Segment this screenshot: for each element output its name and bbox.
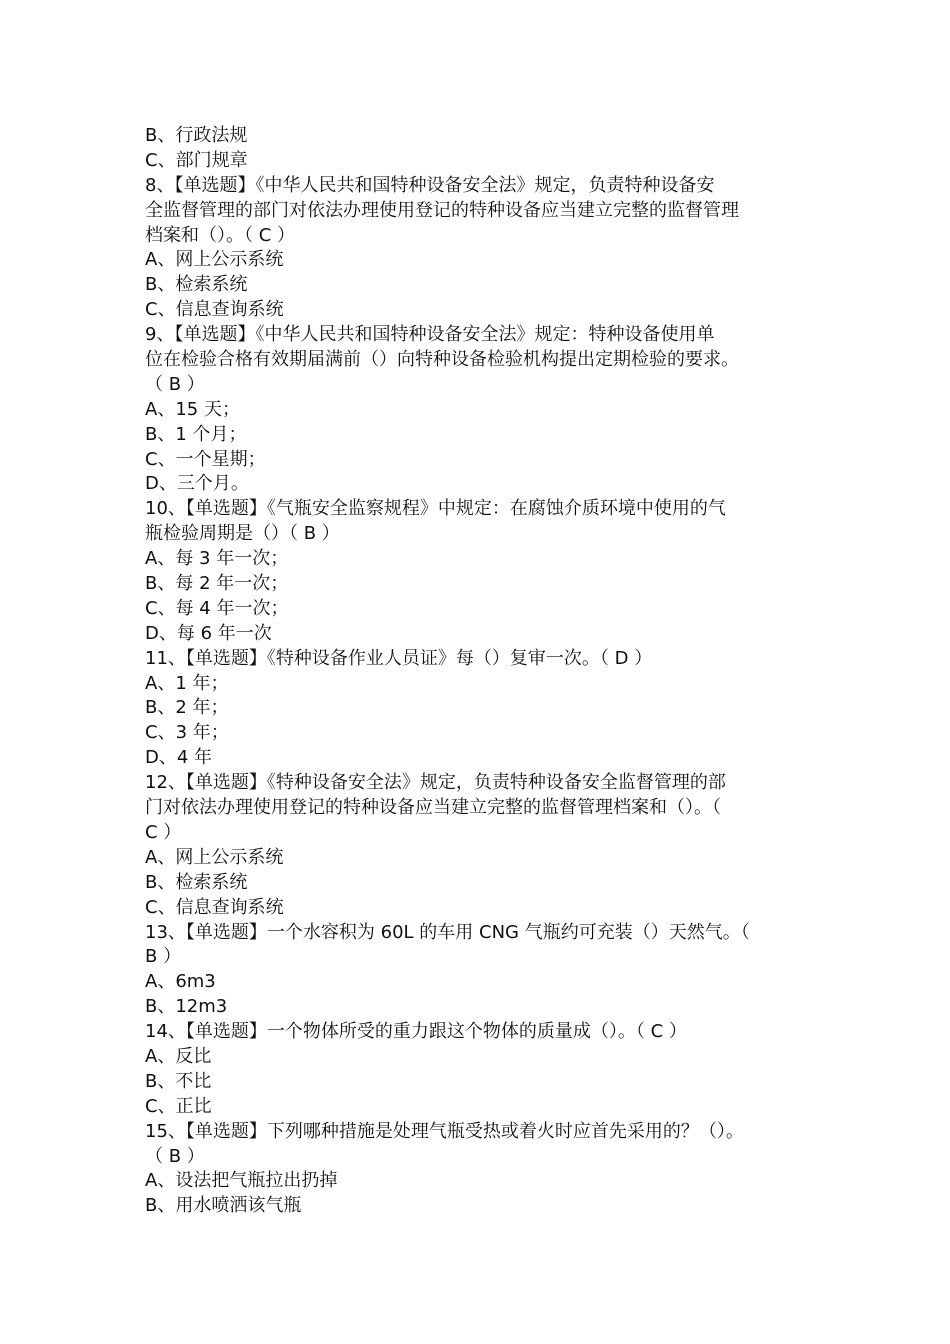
option-text: B、每 2 年一次；	[145, 573, 289, 595]
question-text: 全监督管理的部门对依法办理使用登记的特种设备应当建立完整的监督管理	[145, 199, 739, 221]
option-text: C、信息查询系统	[145, 299, 284, 321]
question-text: 瓶检验周期是（）（ B ）	[145, 523, 340, 545]
option-text: C、3 年；	[145, 722, 229, 744]
question-text: 档案和（）。（ C ）	[145, 224, 296, 246]
question-text: 14、【单选题】一个物体所受的重力跟这个物体的质量成（）。（ C ）	[145, 1021, 687, 1043]
question-text: （ B ）	[145, 373, 205, 395]
option-text: A、网上公示系统	[145, 249, 284, 271]
question-text: 门对依法办理使用登记的特种设备应当建立完整的监督管理档案和（）。（	[145, 797, 721, 819]
question-text: 10、【单选题】《气瓶安全监察规程》中规定：在腐蚀介质环境中使用的气	[145, 498, 726, 520]
option-text: D、每 6 年一次	[145, 622, 272, 644]
option-text: A、网上公示系统	[145, 846, 284, 868]
option-text: D、三个月。	[145, 473, 249, 495]
question-text: 位在检验合格有效期届满前（）向特种设备检验机构提出定期检验的要求。	[145, 349, 739, 371]
option-text: A、1 年；	[145, 672, 229, 694]
question-text: 8、【单选题】《中华人民共和国特种设备安全法》规定，负责特种设备安	[145, 174, 715, 196]
option-text: C、部门规章	[145, 149, 248, 171]
question-text: B ）	[145, 946, 182, 968]
option-text: A、15 天；	[145, 398, 240, 420]
question-text: 11、【单选题】《特种设备作业人员证》每（）复审一次。（ D ）	[145, 647, 653, 669]
option-text: C、每 4 年一次；	[145, 597, 289, 619]
option-text: B、检索系统	[145, 274, 248, 296]
question-text: 9、【单选题】《中华人民共和国特种设备安全法》规定：特种设备使用单	[145, 324, 715, 346]
option-text: B、检索系统	[145, 871, 248, 893]
option-text: C、正比	[145, 1095, 212, 1117]
option-text: B、行政法规	[145, 125, 248, 146]
option-text: B、用水喷洒该气瓶	[145, 1195, 302, 1217]
option-text: D、4 年	[145, 747, 213, 769]
question-text: C ）	[145, 821, 182, 843]
question-text: 15、【单选题】下列哪种措施是处理气瓶受热或着火时应首先采用的？（）。	[145, 1120, 744, 1142]
document-body	[145, 124, 825, 1219]
question-text: 12、【单选题】《特种设备安全法》规定，负责特种设备安全监督管理的部	[145, 772, 726, 794]
option-text: B、12m3	[145, 996, 228, 1018]
option-text: B、1 个月；	[145, 423, 247, 445]
option-text: A、反比	[145, 1045, 212, 1067]
question-text: 13、【单选题】一个水容积为 60L 的车用 CNG 气瓶约可充装（）天然气。（	[145, 921, 750, 943]
option-text: A、6m3	[145, 971, 216, 993]
option-text: B、不比	[145, 1070, 212, 1092]
option-text: C、一个星期；	[145, 448, 266, 470]
option-text: B、2 年；	[145, 697, 229, 719]
option-text: A、每 3 年一次；	[145, 548, 289, 570]
option-text: A、设法把气瓶拉出扔掉	[145, 1170, 338, 1192]
question-text: （ B ）	[145, 1145, 205, 1167]
option-text: C、信息查询系统	[145, 896, 284, 918]
